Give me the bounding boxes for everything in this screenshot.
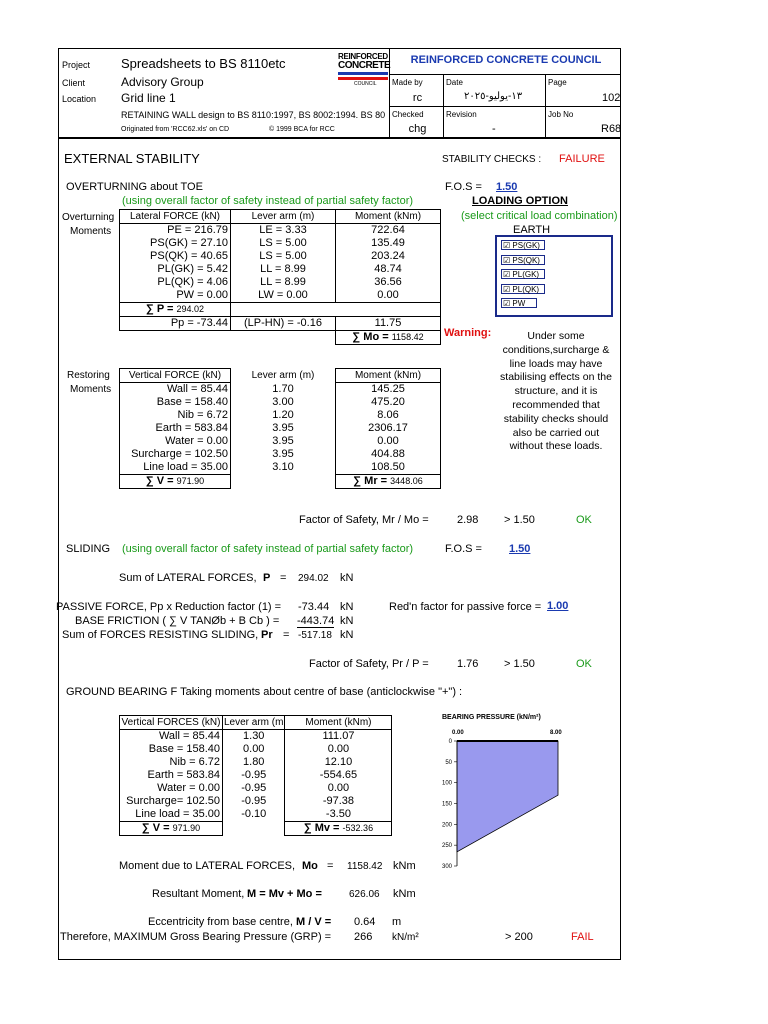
pp-force: Pp = -73.44 xyxy=(120,317,231,331)
rs-force: Surcharge = 102.50 xyxy=(120,448,231,461)
rs-force: Earth = 583.84 xyxy=(120,422,231,435)
restoring-fos-status: OK xyxy=(576,514,592,526)
chart-title: BEARING PRESSURE (kN/m²) xyxy=(442,714,541,721)
sum-v-cell xyxy=(120,475,231,489)
gb-sum-v-label: ∑ V = xyxy=(141,822,170,834)
gb-sum-v-cell xyxy=(120,822,223,836)
warning-text xyxy=(490,330,622,454)
ot-moment: 0.00 xyxy=(336,289,441,303)
sum-p-cell xyxy=(120,303,231,317)
gb-lever: 1.80 xyxy=(223,756,285,769)
col-moment: Moment (kNm) xyxy=(285,716,392,730)
lateral-forces-unit: kN xyxy=(340,572,354,584)
chart-y-tick-label: 300 xyxy=(441,864,452,870)
eccentricity-value: 0.64 xyxy=(354,916,376,928)
col-moment: Moment (kNm) xyxy=(336,210,441,224)
mo-unit: kNm xyxy=(393,860,416,872)
logo-line1: REINFORCED xyxy=(338,52,388,61)
bearing-table xyxy=(119,715,392,836)
lateral-forces-sym: P xyxy=(263,572,271,584)
col-lever-arm: Lever arm (m) xyxy=(231,369,336,383)
bearing-pressure-area xyxy=(457,741,558,852)
ot-force: PS(GK) = 27.10 xyxy=(120,237,231,250)
overturning-fos-label: F.O.S = xyxy=(445,181,482,193)
sliding-title: SLIDING xyxy=(66,543,111,555)
date-value: ١٣-يوليو-٢٠٢٥ xyxy=(464,91,523,102)
resultant-unit: kNm xyxy=(393,888,416,900)
sum-v-value: 971.90 xyxy=(176,476,205,486)
job-value: R68 xyxy=(601,123,622,135)
mo-value: 1158.42 xyxy=(347,861,383,872)
restoring-fos-limit: > 1.50 xyxy=(504,514,535,526)
mo-label: Moment due to LATERAL FORCES, xyxy=(119,860,296,872)
rs-moment: 0.00 xyxy=(336,435,441,448)
sliding-fos2-label: Factor of Safety, Pr / P = xyxy=(309,658,429,670)
grp-label: Therefore, MAXIMUM Gross Bearing Pressure (GRP) = xyxy=(60,931,332,943)
lateral-forces-value: 294.02 xyxy=(298,573,329,584)
grp-limit: > 200 xyxy=(505,931,533,943)
base-friction-unit: kN xyxy=(340,615,354,627)
copyright: © 1999 BCA for RCC xyxy=(269,126,335,133)
sliding-fos2-limit: > 1.50 xyxy=(504,658,535,670)
rs-lever: 1.20 xyxy=(272,409,294,421)
warning-line: line loads may have xyxy=(509,357,603,370)
rs-force: Wall = 85.44 xyxy=(120,383,231,397)
overturning-table xyxy=(119,209,441,345)
gb-lever: -0.10 xyxy=(223,808,285,822)
passive-force-label: PASSIVE FORCE, Pp x Reduction factor (1) = xyxy=(56,601,282,613)
ot-force: PS(QK) = 40.65 xyxy=(120,250,231,263)
rs-lever: 3.10 xyxy=(272,461,294,474)
resisting-sym: Pr xyxy=(261,629,273,641)
gb-sum-mv-cell xyxy=(285,822,392,836)
passive-force-value: -73.44 xyxy=(298,601,330,613)
grp-unit: kN/m² xyxy=(392,932,419,943)
ot-force: PW = 0.00 xyxy=(120,289,231,303)
rs-force: Nib = 6.72 xyxy=(120,409,231,422)
warning-line: also be carried out xyxy=(512,426,600,439)
section-title: EXTERNAL STABILITY xyxy=(64,151,200,166)
stability-checks-label: STABILITY CHECKS : xyxy=(442,154,542,165)
col-moment: Moment (kNm) xyxy=(336,369,441,383)
gb-force: Water = 0.00 xyxy=(120,782,223,795)
checked-label: Checked xyxy=(392,110,424,119)
rs-lever: 3.95 xyxy=(272,422,294,434)
restoring-fos-label: Factor of Safety, Mr / Mo = xyxy=(299,514,429,526)
redn-factor-label: Red'n factor for passive force = xyxy=(389,601,542,613)
loading-option-note: (select critical load combination) xyxy=(461,210,618,222)
ot-lever: LE = 3.33 xyxy=(231,224,336,238)
checkbox-label: PS(QK) xyxy=(512,256,540,265)
grp-value: 266 xyxy=(354,931,373,943)
warning-line: structure, and it is xyxy=(514,385,598,398)
gb-lever: 1.30 xyxy=(223,730,285,744)
chart-y-tick-label: 50 xyxy=(445,759,452,766)
stability-checks-value: FAILURE xyxy=(559,153,605,165)
sliding-fos2-status: OK xyxy=(576,658,592,670)
checkbox-label: PS(GK) xyxy=(512,241,540,250)
chart-y-tick-label: 200 xyxy=(441,822,452,829)
rs-lever: 3.95 xyxy=(272,448,294,460)
bearing-chart-svg xyxy=(436,711,572,877)
rcc-logo xyxy=(336,51,390,91)
sum-p-value: 294.02 xyxy=(176,304,205,314)
logo-stripe-red xyxy=(338,77,388,80)
chart-y-tick-label: 250 xyxy=(441,843,452,850)
sliding-fos-value[interactable]: 1.50 xyxy=(509,543,531,555)
restoring-fos-value: 2.98 xyxy=(457,514,479,526)
checkbox-ps-qk[interactable]: ☑ PS(QK) xyxy=(501,255,545,265)
gb-sum-v-value: 971.90 xyxy=(172,823,201,833)
gb-force: Wall = 85.44 xyxy=(120,730,223,744)
chart-top-label-left: 0.00 xyxy=(452,730,464,736)
rs-force: Base = 158.40 xyxy=(120,396,231,409)
warning-line: Under some xyxy=(527,330,585,342)
sum-mr-label: ∑ Mr = xyxy=(353,475,388,487)
client-value: Advisory Group xyxy=(121,75,204,89)
sum-mr-value: 3448.06 xyxy=(390,476,423,486)
rs-moment: 145.25 xyxy=(336,383,441,397)
checkbox-pw[interactable]: ☑ PW xyxy=(501,298,537,308)
gb-force: Surcharge= 102.50 xyxy=(120,795,223,808)
col-lever-arm: Lever arm (m xyxy=(224,717,284,728)
made-by-value: rc xyxy=(412,92,423,104)
gb-moment: 12.10 xyxy=(285,756,392,769)
sum-mo-cell xyxy=(336,331,441,345)
rs-moment: 475.20 xyxy=(336,396,441,409)
chart-top-label-right: 8.00 xyxy=(550,730,562,736)
ot-lever: LL = 8.99 xyxy=(231,276,336,289)
restoring-side-label2: Moments xyxy=(70,384,112,395)
made-by-label: Made by xyxy=(392,78,423,87)
design-line: RETAINING WALL design to BS 8110:1997, BS 8002:1994. BS 80 xyxy=(121,110,386,120)
date-label: Date xyxy=(446,78,463,87)
rs-moment: 8.06 xyxy=(336,409,441,422)
earth-label: EARTH xyxy=(513,224,551,236)
checkbox-pl-qk[interactable]: ☑ PL(QK) xyxy=(501,284,545,294)
col-vertical-force: Vertical FORCE (kN) xyxy=(120,369,231,383)
logo-line3: COUNCIL xyxy=(354,81,377,87)
overturning-side-label2: Moments xyxy=(70,226,112,237)
resultant-value: 626.06 xyxy=(349,889,380,900)
ot-lever: LS = 5.00 xyxy=(231,237,336,250)
ot-lever: LS = 5.00 xyxy=(231,250,336,263)
location-value: Grid line 1 xyxy=(121,91,176,105)
ot-moment: 203.24 xyxy=(336,250,441,263)
col-vertical-forces: Vertical FORCES (kN) xyxy=(120,716,223,730)
chart-y-tick-label: 0 xyxy=(448,739,452,745)
checkbox-label: PW xyxy=(512,299,526,308)
checkbox-label: PL(GK) xyxy=(512,270,540,279)
ot-force: PL(QK) = 4.06 xyxy=(120,276,231,289)
gb-moment: -3.50 xyxy=(285,808,392,822)
chart-y-tick-label: 100 xyxy=(441,780,452,787)
gb-force: Line load = 35.00 xyxy=(120,808,223,822)
overturning-title: OVERTURNING about TOE xyxy=(66,181,203,193)
overturning-note: (using overall factor of safety instead of partial safety factor) xyxy=(122,195,414,207)
passive-force-unit: kN xyxy=(340,601,354,613)
redn-factor-value[interactable]: 1.00 xyxy=(547,600,569,612)
gb-force: Nib = 6.72 xyxy=(120,756,223,769)
warning-line: without these loads. xyxy=(509,440,603,453)
overturning-fos-value[interactable]: 1.50 xyxy=(496,181,518,193)
loading-option-title: LOADING OPTION xyxy=(472,195,568,207)
job-cell xyxy=(545,106,621,138)
lateral-forces-eq: = xyxy=(280,572,287,584)
resultant-label: Resultant Moment, xyxy=(152,888,245,900)
sliding-note: (using overall factor of safety instead of partial safety factor) xyxy=(122,543,414,555)
warning-line: stability checks should xyxy=(503,412,609,425)
rs-moment: 108.50 xyxy=(336,461,441,475)
gb-force: Earth = 583.84 xyxy=(120,769,223,782)
gb-moment: 0.00 xyxy=(285,782,392,795)
bearing-pressure-chart xyxy=(436,711,572,877)
pp-lever: (LP-HN) = -0.16 xyxy=(231,317,336,331)
gb-moment: -554.65 xyxy=(285,769,392,782)
checkbox-label: PL(QK) xyxy=(512,285,540,294)
origin-line: Originated from 'RCC62.xls' on CD xyxy=(121,126,230,133)
ot-moment: 722.64 xyxy=(336,224,441,238)
sum-p-label: ∑ P = xyxy=(145,303,174,315)
resisting-unit: kN xyxy=(340,629,354,641)
resultant-formula: M = Mv + Mo = xyxy=(247,888,322,900)
checked-cell xyxy=(389,106,444,138)
rs-moment: 2306.17 xyxy=(336,422,441,435)
gb-moment: 111.07 xyxy=(285,730,392,744)
bearing-title: GROUND BEARING F Taking moments about centre of base (anticlockwise "+") : xyxy=(66,686,463,698)
page-value: 102 xyxy=(602,92,621,104)
revision-cell xyxy=(443,106,546,138)
rs-force: Water = 0.00 xyxy=(120,435,231,448)
warning-label: Warning: xyxy=(444,327,492,339)
rs-lever: 3.00 xyxy=(272,396,294,408)
resisting-value: -517.18 xyxy=(298,630,332,641)
gb-sum-mv-label: ∑ Mv = xyxy=(303,822,340,834)
chart-y-tick-label: 150 xyxy=(441,801,452,808)
mo-sym: Mo xyxy=(302,860,318,872)
base-friction-label: BASE FRICTION ( ∑ V TANØb + B Cb ) = xyxy=(75,615,280,627)
revision-label: Revision xyxy=(446,110,477,119)
page-cell xyxy=(545,74,621,107)
sum-v-label: ∑ V = xyxy=(145,475,174,487)
restoring-side-label: Restoring xyxy=(67,370,110,381)
sum-mo-label: ∑ Mo = xyxy=(352,331,389,343)
gb-force: Base = 158.40 xyxy=(120,743,223,756)
loading-checkbox-panel xyxy=(495,235,613,317)
mo-eq: = xyxy=(327,860,334,872)
gb-sum-mv-value: -532.36 xyxy=(342,823,374,833)
council-title-cell xyxy=(389,48,621,75)
eccentricity-formula: M / V = xyxy=(296,916,332,928)
col-lever-arm: Lever arm (m) xyxy=(231,210,336,224)
sliding-fos-label: F.O.S = xyxy=(445,543,482,555)
ot-force: PL(GK) = 5.42 xyxy=(120,263,231,276)
col-lateral-force: Lateral FORCE (kN) xyxy=(120,210,231,224)
rs-moment: 404.88 xyxy=(336,448,441,461)
ot-moment: 36.56 xyxy=(336,276,441,289)
resisting-eq: = xyxy=(283,629,290,641)
gb-moment: -97.38 xyxy=(285,795,392,808)
sum-mo-value: 1158.42 xyxy=(391,332,424,342)
rs-force: Line load = 35.00 xyxy=(120,461,231,475)
warning-line: recommended that xyxy=(512,398,600,411)
sum-mr-cell xyxy=(336,475,441,489)
warning-line: stabilising effects on the xyxy=(500,371,612,384)
location-label: Location xyxy=(62,94,97,104)
eccentricity-unit: m xyxy=(392,916,402,928)
rs-lever: 3.95 xyxy=(272,435,294,447)
checked-value: chg xyxy=(408,123,427,135)
logo-line2: CONCRETE xyxy=(338,60,391,71)
gb-lever: -0.95 xyxy=(223,782,285,795)
restoring-table xyxy=(119,368,441,489)
project-label: Project xyxy=(62,60,91,70)
gb-lever: -0.95 xyxy=(223,795,285,808)
pp-moment: 11.75 xyxy=(336,317,441,331)
logo-stripe-blue xyxy=(338,72,388,75)
rs-lever: 1.70 xyxy=(272,382,294,395)
ot-moment: 135.49 xyxy=(336,237,441,250)
date-cell xyxy=(443,74,546,107)
revision-value: - xyxy=(492,123,496,135)
gb-lever: -0.95 xyxy=(223,769,285,782)
checkbox-ps-gk[interactable]: ☑ PS(GK) xyxy=(501,240,545,250)
client-label: Client xyxy=(62,78,86,88)
ot-lever: LW = 0.00 xyxy=(231,289,336,303)
council-title: REINFORCED CONCRETE COUNCIL xyxy=(410,54,602,66)
eccentricity-label: Eccentricity from base centre, xyxy=(148,916,293,928)
ot-force: PE = 216.79 xyxy=(120,224,231,238)
project-value: Spreadsheets to BS 8110etc xyxy=(121,56,286,71)
lateral-forces-label: Sum of LATERAL FORCES, xyxy=(119,572,257,584)
ot-moment: 48.74 xyxy=(336,263,441,276)
page-label: Page xyxy=(548,78,567,87)
gb-moment: 0.00 xyxy=(285,743,392,756)
resisting-label: Sum of FORCES RESISTING SLIDING, xyxy=(62,629,259,641)
sliding-fos2-value: 1.76 xyxy=(457,658,479,670)
grp-status: FAIL xyxy=(571,931,594,943)
overturning-side-label: Overturning xyxy=(62,212,115,223)
warning-line: conditions,surcharge & xyxy=(502,343,610,356)
gb-lever: 0.00 xyxy=(223,743,285,756)
made-by-cell xyxy=(389,74,444,107)
job-label: Job No xyxy=(548,110,574,119)
base-friction-value: -443.74 xyxy=(297,615,335,627)
checkbox-pl-gk[interactable]: ☑ PL(GK) xyxy=(501,269,545,279)
ot-lever: LL = 8.99 xyxy=(231,263,336,276)
